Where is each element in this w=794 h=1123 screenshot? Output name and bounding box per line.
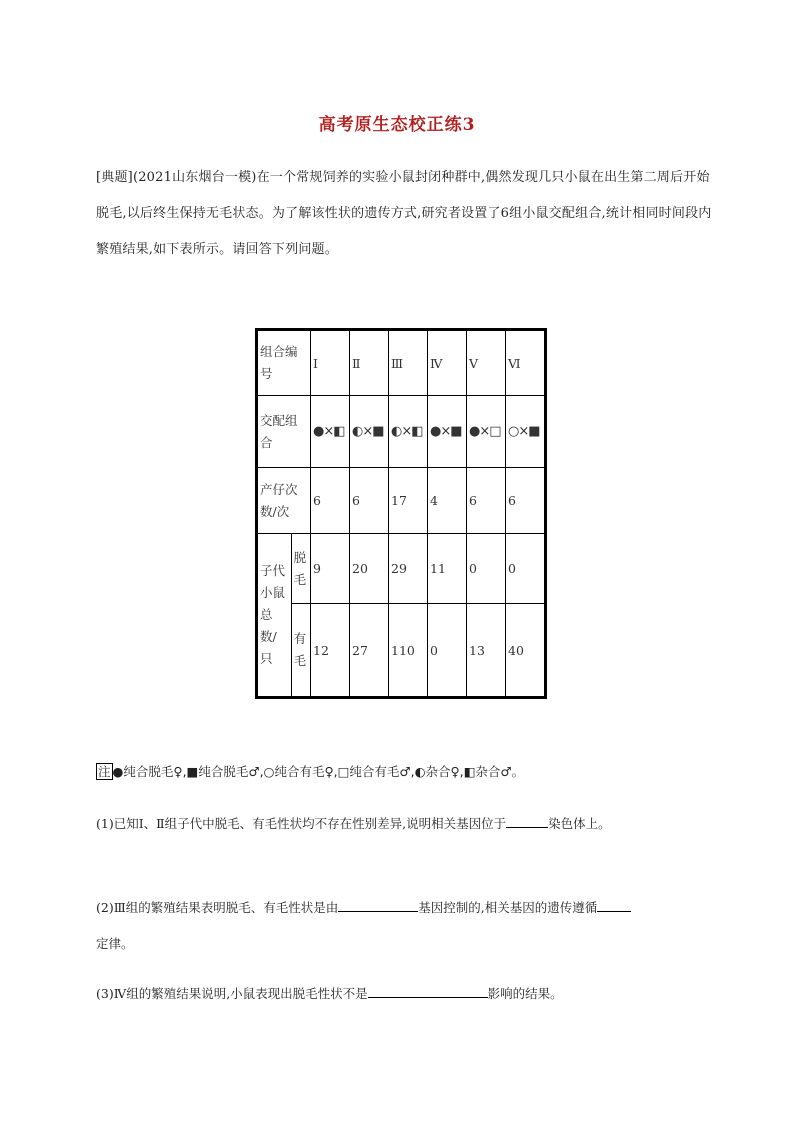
table-row: [257, 330, 546, 396]
litters-cell: 6: [467, 468, 506, 534]
litters-cell: 17: [389, 468, 428, 534]
cross-cell: ●×□: [467, 396, 506, 468]
group-cell: Ⅴ: [467, 330, 506, 396]
hairless-cell: 29: [389, 534, 428, 604]
cross-cell: ●×◧: [311, 396, 350, 468]
group-cell: Ⅱ: [350, 330, 389, 396]
litters-cell: 6: [350, 468, 389, 534]
intro-paragraph: [典题](2021山东烟台一模)在一个常规饲养的实验小鼠封闭种群中,偶然发现几只小鼠在出生第二周后开始脱毛,以后终生保持无毛状态。为了解该性状的遗传方式,研究者设置了6组小鼠交配组合,统计相同时间段内繁殖结果,如下表所示。请回答下列问题。: [96, 170, 712, 257]
page-title: 高考原生态校正练3: [318, 115, 476, 135]
litters-cell: 4: [428, 468, 467, 534]
haired-cell: 40: [506, 604, 546, 698]
question-2-tail: 定律。: [96, 936, 134, 951]
answer-blank[interactable]: [506, 813, 548, 828]
header-label-cell: 组合编号: [257, 330, 311, 396]
cross-cell: ○×■: [506, 396, 546, 468]
litters-label-cell: 产仔次数/次: [257, 468, 311, 534]
question-2: [96, 890, 706, 962]
cross-cell: ◐×■: [350, 396, 389, 468]
cross-label-cell: 交配组合: [257, 396, 311, 468]
haired-cell: 13: [467, 604, 506, 698]
table-row: [257, 468, 546, 534]
cross-cell: ◐×◧: [389, 396, 428, 468]
table-row: [257, 604, 546, 698]
haired-cell: 0: [428, 604, 467, 698]
question-1: [96, 806, 706, 842]
question-3: [96, 976, 706, 1012]
hairless-cell: 0: [467, 534, 506, 604]
table-row: [257, 534, 546, 604]
group-cell: Ⅰ: [311, 330, 350, 396]
question-2-middle: 基因控制的,相关基因的遗传遵循: [418, 900, 598, 915]
answer-blank[interactable]: [338, 897, 418, 912]
question-2-text: (2)Ⅲ组的繁殖结果表明脱毛、有毛性状是由: [96, 900, 339, 915]
question-3-tail: 影响的结果。: [487, 986, 563, 1001]
table-row: [257, 396, 546, 468]
question-3-text: (3)Ⅳ组的繁殖结果说明,小鼠表现出脱毛性状不是: [96, 986, 368, 1001]
haired-cell: 12: [311, 604, 350, 698]
hairless-cell: 0: [506, 534, 546, 604]
note-label: 注: [98, 764, 111, 779]
answer-blank[interactable]: [368, 983, 488, 998]
litters-cell: 6: [311, 468, 350, 534]
table-note: [96, 762, 524, 780]
haired-cell: 27: [350, 604, 389, 698]
answer-blank[interactable]: [597, 897, 631, 912]
offspring-label-cell: 子代小鼠总数/只: [257, 534, 292, 698]
hairless-label-cell: 脱毛: [291, 534, 310, 604]
note-text: ●纯合脱毛♀,■纯合脱毛♂,○纯合有毛♀,□纯合有毛♂,◐杂合♀,◧杂合♂。: [112, 764, 525, 779]
group-cell: Ⅳ: [428, 330, 467, 396]
question-1-text: (1)已知Ⅰ、Ⅱ组子代中脱毛、有毛性状均不存在性别差异,说明相关基因位于: [96, 816, 507, 831]
question-1-tail: 染色体上。: [548, 816, 611, 831]
group-cell: Ⅵ: [506, 330, 546, 396]
hairless-cell: 20: [350, 534, 389, 604]
group-cell: Ⅲ: [389, 330, 428, 396]
hairless-cell: 11: [428, 534, 467, 604]
litters-cell: 6: [506, 468, 546, 534]
breeding-table: [255, 328, 547, 699]
cross-cell: ●×■: [428, 396, 467, 468]
hairless-cell: 9: [311, 534, 350, 604]
haired-label-cell: 有毛: [291, 604, 310, 698]
haired-cell: 110: [389, 604, 428, 698]
